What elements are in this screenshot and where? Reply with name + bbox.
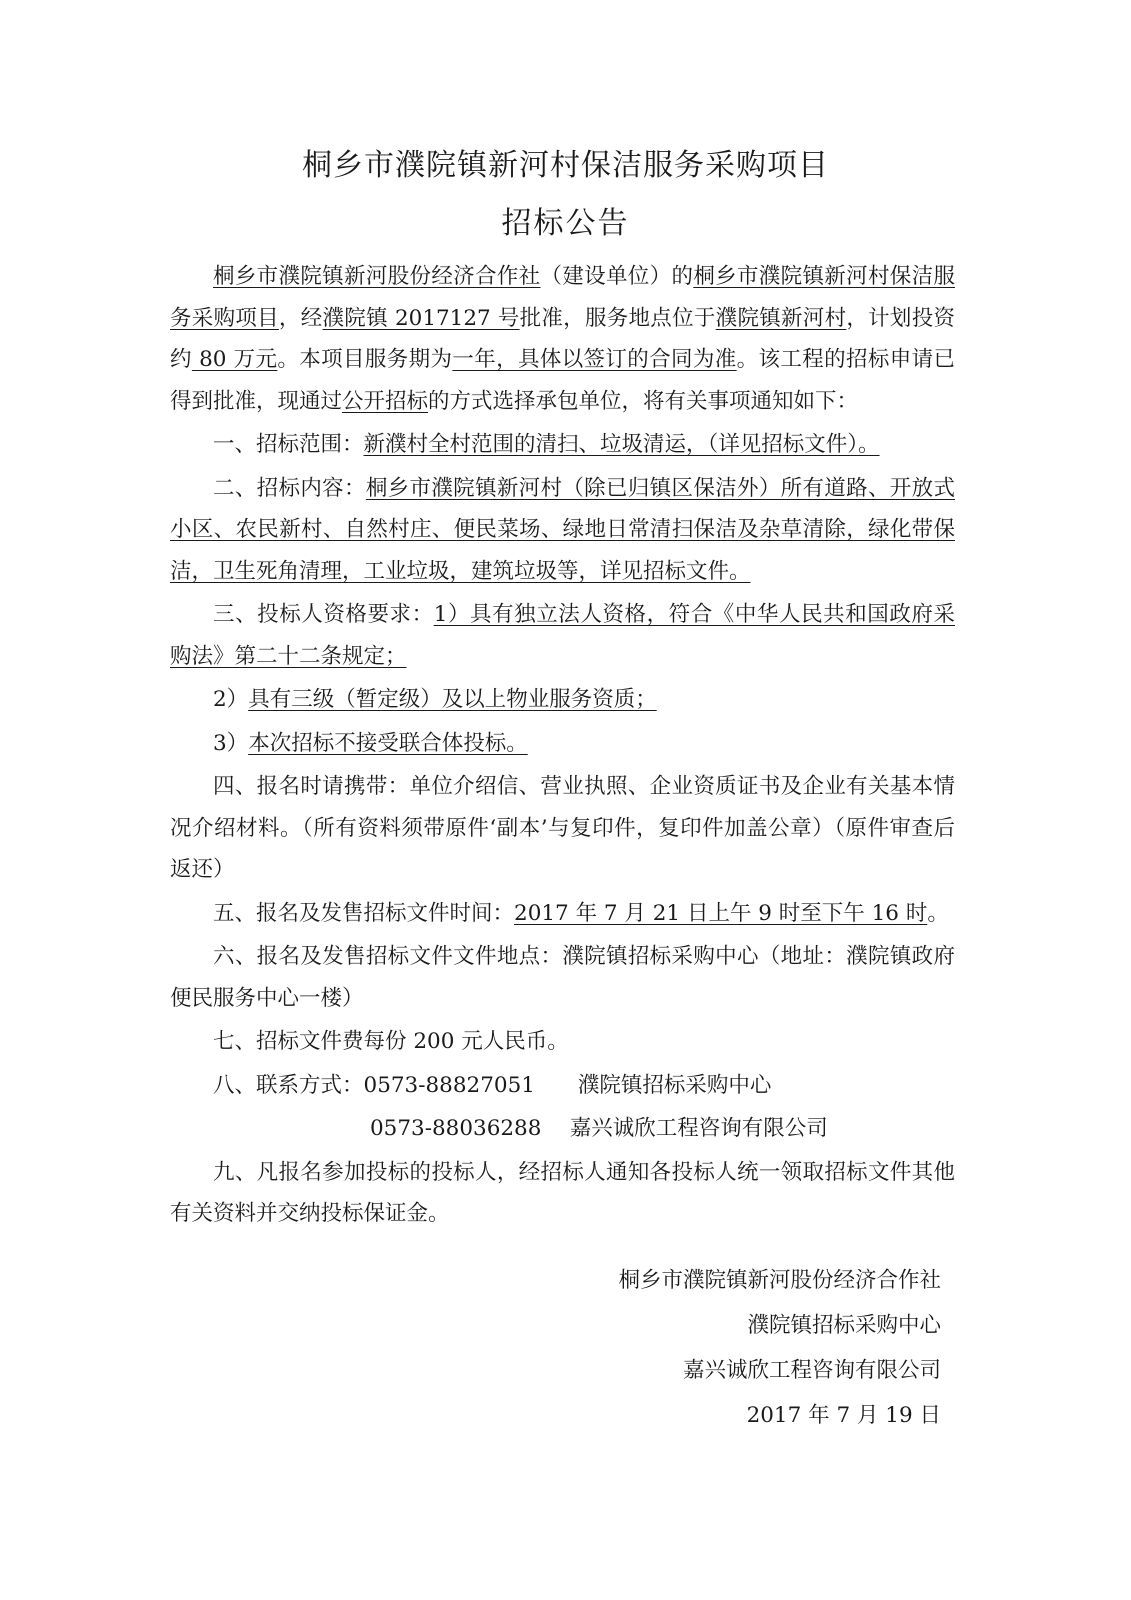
investment-amount: 80 万元 bbox=[191, 347, 278, 372]
section-content bbox=[170, 468, 955, 593]
section-registration-location: 六、报名及发售招标文件文件地点：濮院镇招标采购中心（地址：濮院镇政府便民服务中心一楼） bbox=[170, 944, 955, 1011]
section-label: 三、投标人资格要求： bbox=[213, 602, 434, 627]
text-fragment: 的方式选择承包单位，将有关事项通知如下： bbox=[428, 388, 859, 414]
section-contact bbox=[170, 1065, 955, 1107]
service-period: 一年，具体以签订的合同为准 bbox=[452, 347, 737, 372]
intro-paragraph bbox=[170, 256, 955, 422]
section-text: 1）具有独立法人资格，符合《中华人民共和国政府采购法》第二十二条规定； bbox=[170, 602, 955, 669]
text-fragment: 。该工程的招标申请已得到批准，现通过 bbox=[170, 347, 955, 414]
owner-name: 桐乡市濮院镇新河股份经济合作社 bbox=[213, 264, 541, 289]
registration-time: 2017 年 7 月 21 日上午 9 时至下午 16 时 bbox=[514, 900, 928, 926]
service-location: 濮院镇新河村 bbox=[715, 305, 847, 331]
signature-org-1: 桐乡市濮院镇新河股份经济合作社 bbox=[618, 1268, 941, 1293]
section-qualification bbox=[170, 594, 955, 677]
contact-line-2: 0573-88036288 嘉兴诚欣工程咨询有限公司 bbox=[370, 1116, 828, 1141]
document-body bbox=[170, 256, 955, 1235]
section-registration-time bbox=[170, 893, 955, 935]
signature-org-2: 濮院镇招标采购中心 bbox=[747, 1313, 941, 1338]
approval-number: 濮院镇 2017127 号 bbox=[322, 305, 520, 331]
section-label: 二、招标内容： bbox=[213, 475, 366, 501]
section-label: 一、招标范围： bbox=[213, 432, 364, 457]
text-fragment: 批准，服务地点位于 bbox=[519, 305, 716, 331]
section-bid-deposit: 九、凡报名参加投标的投标人，经招标人通知各投标人统一领取招标文件其他有关资料并交纳投标保证金。 bbox=[170, 1159, 955, 1226]
section-registration-materials: 四、报名时请携带：单位介绍信、营业执照、企业资质证书及企业有关基本情况介绍材料。（所有资料须带原件‘副本’与复印件，复印件加盖公章）（原件审查后返还） bbox=[170, 774, 955, 882]
section-label: 五、报名及发售招标文件时间： bbox=[213, 900, 515, 926]
item-text: 本次招标不接受联合体投标。 bbox=[248, 730, 528, 756]
qualification-item-3 bbox=[170, 723, 955, 765]
text-fragment: ，经 bbox=[278, 305, 323, 331]
section-text: 桐乡市濮院镇新河村（除已归镇区保洁外）所有道路、开放式小区、农民新村、自然村庄、便民菜场、绿地日常清扫保洁及杂草清除，绿化带保洁，卫生死角清理，工业垃圾，建筑垃圾等，详见招标文件。 bbox=[170, 475, 955, 584]
signature-org-3: 嘉兴诚欣工程咨询有限公司 bbox=[682, 1358, 941, 1383]
item-number: 3） bbox=[213, 730, 249, 756]
signature-date: 2017 年 7 月 19 日 bbox=[746, 1403, 941, 1428]
text-fragment: ，计划投资约 bbox=[170, 305, 955, 372]
text-fragment: 。本项目服务期为 bbox=[277, 347, 453, 372]
section-label: 八、联系方式： bbox=[213, 1072, 364, 1098]
item-number: 2） bbox=[213, 687, 249, 712]
owner-role: （建设单位）的 bbox=[540, 264, 694, 289]
contact-line-1: 0573-88827051 濮院镇招标采购中心 bbox=[363, 1072, 772, 1098]
document-title: 桐乡市濮院镇新河村保洁服务采购项目 bbox=[302, 148, 829, 183]
bidding-method: 公开招标 bbox=[342, 388, 429, 414]
signature-block bbox=[618, 1258, 941, 1438]
section-text: 新濮村全村范围的清扫、垃圾清运，（详见招标文件）。 bbox=[363, 432, 880, 457]
document-subtitle: 招标公告 bbox=[501, 206, 630, 241]
section-document-fee: 七、招标文件费每份 200 元人民币。 bbox=[213, 1029, 569, 1054]
item-text: 具有三级（暂定级）及以上物业服务资质； bbox=[248, 687, 657, 712]
qualification-item-2 bbox=[170, 679, 955, 721]
section-scope bbox=[170, 424, 955, 466]
project-name: 桐乡市濮院镇新河村保洁服务采购项目 bbox=[170, 264, 955, 331]
text-fragment: 。 bbox=[927, 900, 949, 926]
